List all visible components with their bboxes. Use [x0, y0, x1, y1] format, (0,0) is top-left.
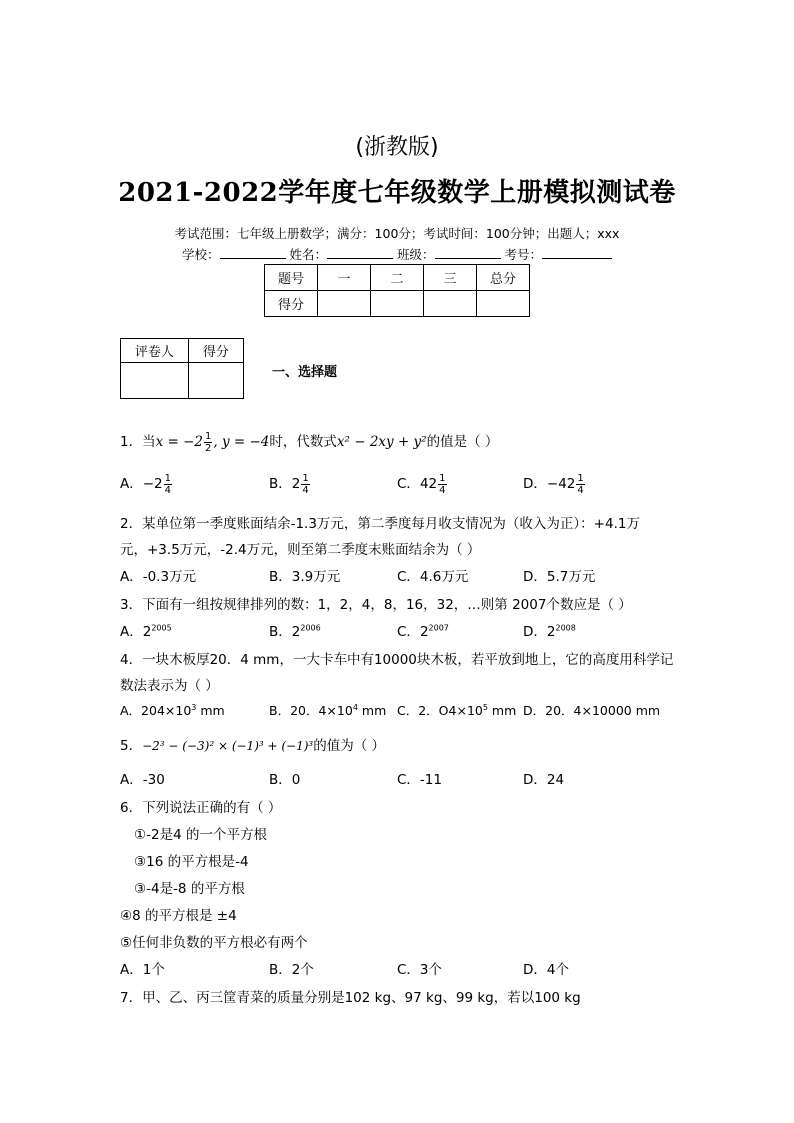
option-exponent: 5 — [482, 702, 488, 712]
grader-header-cell: 得分 — [188, 339, 243, 363]
student-info-line — [0, 245, 794, 263]
name-blank — [327, 246, 393, 259]
q6-statement: ①-2是4 的一个平方根 — [134, 827, 267, 843]
option-exponent: 2005 — [151, 623, 172, 633]
option-den: 4 — [577, 484, 584, 496]
option-exponent: 2006 — [300, 623, 321, 633]
score-header-cell: 二 — [371, 265, 424, 291]
q1-option-a — [120, 472, 173, 496]
score-header-cell: 一 — [318, 265, 371, 291]
q1-mid: 时，代数式 — [269, 434, 337, 450]
option-num: 1 — [164, 472, 172, 484]
score-header-cell: 总分 — [477, 265, 530, 291]
option-label: C． — [397, 476, 420, 492]
option-unit: mm — [357, 703, 387, 718]
q6-statement: ③-4是-8 的平方根 — [134, 881, 245, 897]
question-4-line-2: 数法表示为（ ） — [120, 678, 219, 694]
option-label: D． — [523, 476, 547, 492]
option-whole: 42 — [419, 476, 438, 492]
option-label: A． — [120, 624, 143, 640]
option-exponent: 4 — [352, 702, 358, 712]
q3-option-d — [523, 620, 576, 640]
option-exponent: 2008 — [555, 623, 576, 633]
option-label: C．2．O4×10 — [397, 703, 483, 718]
q4-option-b — [269, 701, 386, 719]
exam-info: 考试范围：七年级上册数学；满分：100分；考试时间：100分钟；出题人；xxx — [174, 226, 620, 241]
exam-version: (浙教版) — [355, 135, 439, 160]
q2-option-d: D．5.7万元 — [523, 569, 596, 585]
q3-option-a — [120, 620, 172, 640]
q3-option-c — [397, 620, 449, 640]
q6-option-b: B．2个 — [269, 962, 314, 978]
school-blank — [220, 246, 286, 259]
question-2-line-1: 2．某单位第一季度账面结余-1.3万元，第二季度每月收支情况为（收入为正）：+4.1万 — [120, 516, 640, 532]
option-label: C． — [397, 624, 420, 640]
option-num: 1 — [577, 472, 584, 484]
score-cell — [318, 291, 371, 317]
question-5 — [120, 734, 385, 754]
question-4-line-1: 4．一块木板厚20．4 mm，一大卡车中有10000块木板，若平放到地上，它的高度用科学记 — [120, 652, 674, 668]
grader-header-cell: 评卷人 — [121, 339, 189, 363]
q4-option-d — [523, 701, 660, 719]
q6-option-a: A．1个 — [120, 962, 165, 978]
q1-y: , y = −4 — [213, 434, 270, 450]
q1-fraction — [204, 431, 212, 454]
q2-option-b: B．3.9万元 — [269, 569, 341, 585]
option-num: 1 — [302, 472, 309, 484]
name-label: 姓名： — [289, 247, 327, 262]
score-cell — [371, 291, 424, 317]
q5-suffix: 的值为（ ） — [313, 738, 386, 754]
q1-option-d — [523, 472, 586, 496]
q1-frac-den: 2 — [205, 442, 212, 454]
exam-title: 2021-2022学年度七年级数学上册模拟测试卷 — [118, 178, 676, 208]
q6-statement: ⑤任何非负数的平方根必有两个 — [120, 935, 308, 951]
score-cell — [424, 291, 477, 317]
option-whole: −2 — [142, 476, 163, 492]
option-den: 4 — [302, 484, 309, 496]
q1-option-c — [397, 472, 448, 496]
option-den: 4 — [164, 484, 172, 496]
option-den: 4 — [439, 484, 446, 496]
q1-prefix: 1．当 — [120, 434, 156, 450]
question-7: 7．甲、乙、丙三筐青菜的质量分别是102 kg、97 kg、99 kg，若以100 kg — [120, 990, 581, 1006]
grader-cell — [121, 363, 189, 399]
q2-option-a: A．-0.3万元 — [120, 569, 197, 585]
class-blank — [435, 246, 501, 259]
q2-option-c: C．4.6万元 — [397, 569, 469, 585]
exam-number-label: 考号： — [504, 247, 542, 262]
q6-statement: ④8 的平方根是 ±4 — [120, 908, 237, 924]
option-num: 1 — [439, 472, 446, 484]
q1-option-b — [269, 472, 311, 496]
option-label: B． — [269, 624, 292, 640]
option-exponent: 3 — [191, 702, 197, 712]
option-label: A．204×10 — [120, 703, 192, 718]
q5-option-b: B．0 — [269, 772, 301, 788]
option-label: B．20．4×10 — [269, 703, 353, 718]
class-label: 班级： — [396, 247, 435, 262]
score-cell — [477, 291, 530, 317]
q1-suffix: 的值是（ ） — [426, 434, 499, 450]
option-whole: −42 — [546, 476, 576, 492]
school-label: 学校： — [181, 247, 220, 262]
q4-option-c — [397, 701, 516, 719]
option-base: 2 — [546, 624, 556, 640]
q5-option-c: C．-11 — [397, 772, 442, 788]
q6-option-d: D．4个 — [523, 962, 569, 978]
question-2-line-2: 元，+3.5万元，-2.4万元，则至第二季度末账面结余为（ ） — [120, 542, 481, 558]
q6-option-c: C．3个 — [397, 962, 443, 978]
question-1 — [120, 430, 498, 454]
option-label: B． — [269, 476, 292, 492]
option-base: 2 — [419, 624, 429, 640]
option-label: D． — [523, 624, 547, 640]
section-title: 一、选择题 — [272, 365, 338, 380]
q1-x: x = −2 — [155, 434, 204, 450]
score-header-cell: 三 — [424, 265, 477, 291]
option-exponent: 2007 — [428, 623, 449, 633]
option-base: 2 — [142, 624, 152, 640]
question-3: 3．下面有一组按规律排列的数：1，2，4，8，16，32，…则第 2007个数应是（ ） — [120, 597, 632, 613]
option-unit: mm — [196, 703, 225, 718]
score-header-cell: 题号 — [265, 265, 318, 291]
grader-cell — [188, 363, 243, 399]
q5-option-a: A．-30 — [120, 772, 165, 788]
q5-option-d: D．24 — [523, 772, 565, 788]
q5-expr: −2³ − (−3)² × (−1)³ + (−1)³ — [142, 739, 314, 753]
q4-option-a — [120, 701, 225, 719]
q6-statement: ③16 的平方根是-4 — [134, 854, 249, 870]
option-unit: mm — [487, 703, 517, 718]
option-base: 2 — [291, 624, 301, 640]
exam-number-blank — [542, 246, 612, 259]
q1-frac-num: 1 — [205, 430, 212, 442]
question-6: 6．下列说法正确的有（ ） — [120, 800, 282, 816]
q1-expr: x² − 2xy + y² — [336, 434, 427, 450]
grader-table — [120, 338, 244, 399]
score-table — [264, 264, 530, 317]
option-label: A． — [120, 476, 143, 492]
option-whole: 2 — [291, 476, 301, 492]
q5-prefix: 5． — [120, 738, 143, 754]
q3-option-b — [269, 620, 321, 640]
option-label: D．20．4×10000 mm — [523, 703, 661, 718]
score-row-label: 得分 — [265, 291, 318, 317]
